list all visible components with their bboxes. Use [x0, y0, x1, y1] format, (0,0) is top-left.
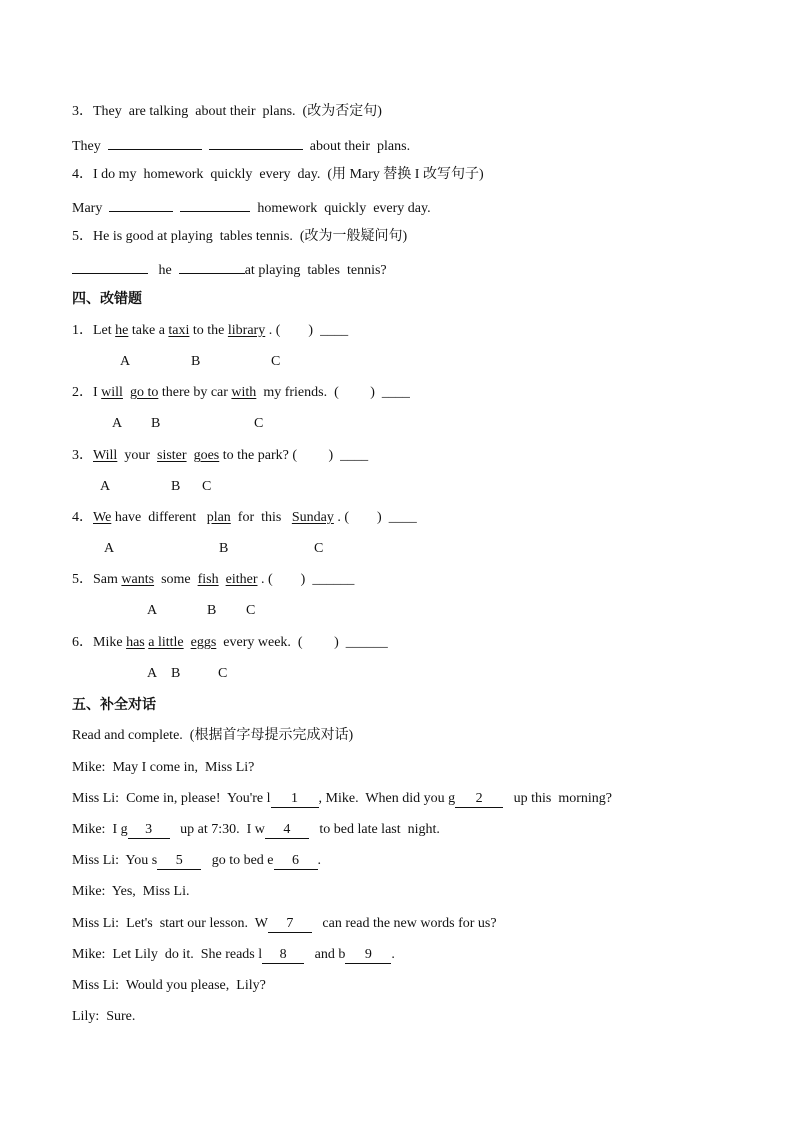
dialogue-instructions: Read and complete. (根据首字母提示完成对话) [72, 728, 354, 743]
answer-blank[interactable] [209, 135, 303, 150]
option-letter: A [112, 416, 123, 431]
error-item-5: 5．Sam wants some fish either . ( ) ______ [72, 572, 355, 587]
option-letter: A [120, 354, 131, 369]
answer-blank[interactable] [72, 259, 148, 274]
dialogue-blank[interactable]: 5 [157, 853, 201, 870]
error-item-2: 2．I will go to there by car with my friends. ( ) ____ [72, 385, 410, 400]
option-letter: C [254, 416, 264, 431]
answer-blank[interactable] [179, 259, 245, 274]
dialogue-blank[interactable]: 1 [271, 791, 319, 808]
answer-suffix: at playing tables tennis? [244, 263, 387, 278]
dialogue-line: Miss Li: Would you please, Lily? [72, 978, 266, 993]
option-letter: B [219, 541, 229, 556]
option-letter: C [218, 666, 228, 681]
dialogue-line: Miss Li: You s 5 go to bed e 6 . [72, 853, 322, 868]
option-letter: C [202, 479, 212, 494]
error-item-3: 3．Will your sister goes to the park? ( ) ____ [72, 448, 369, 463]
error-item-4: 4．We have different plan for this Sunday . ( ) ____ [72, 510, 417, 525]
error-item-1: 1．Let he take a taxi to the library . ( ) ____ [72, 323, 349, 338]
answer-prefix: They [72, 139, 101, 154]
answer-prefix: Mary [72, 201, 103, 216]
option-letter: B [171, 479, 181, 494]
section-heading-4: 四、改错题 [72, 291, 142, 307]
question-4: 4．I do my homework quickly every day. (用 Mary 替换 I 改写句子) [72, 167, 484, 182]
dialogue-line: Mike: Let Lily do it. She reads l 8 and b 9 . [72, 947, 395, 962]
dialogue-blank[interactable]: 8 [262, 947, 304, 964]
dialogue-blank[interactable]: 7 [268, 916, 312, 933]
dialogue-blank[interactable]: 6 [274, 853, 318, 870]
option-letter: B [151, 416, 161, 431]
option-letter: B [171, 666, 181, 681]
option-letter: B [191, 354, 201, 369]
question-3: 3．They are talking about their plans. (改为否定句) [72, 104, 382, 119]
dialogue-line: Miss Li: Come in, please! You're l 1 , Mike. When did you g 2 up this morning? [72, 791, 613, 806]
option-letter: C [314, 541, 324, 556]
answer-line-5 [72, 259, 387, 280]
answer-word: he [158, 263, 172, 278]
answer-suffix: homework quickly every day. [257, 201, 431, 216]
answer-blank[interactable] [109, 197, 173, 212]
option-letter: A [147, 666, 158, 681]
dialogue-blank[interactable]: 2 [455, 791, 503, 808]
option-letter: A [147, 603, 158, 618]
dialogue-line: Miss Li: Let's start our lesson. W 7 can read the new words for us? [72, 916, 497, 931]
option-letter: C [246, 603, 256, 618]
answer-blank[interactable] [180, 197, 250, 212]
dialogue-blank[interactable]: 9 [345, 947, 391, 964]
answer-suffix: about their plans. [309, 139, 411, 154]
option-letter: A [100, 479, 111, 494]
dialogue-blank[interactable]: 4 [265, 822, 309, 839]
dialogue-line: Mike: Yes, Miss Li. [72, 884, 190, 899]
dialogue-line: Mike: May I come in, Miss Li? [72, 760, 255, 775]
option-letter: B [207, 603, 217, 618]
dialogue-line: Mike: I g 3 up at 7:30. I w 4 to bed late last night. [72, 822, 440, 837]
answer-line-4 [72, 197, 431, 218]
answer-line-3 [72, 135, 410, 156]
answer-blank[interactable] [108, 135, 202, 150]
option-letter: C [271, 354, 281, 369]
section-heading-5: 五、补全对话 [72, 697, 156, 713]
option-letter: A [104, 541, 115, 556]
error-item-6: 6．Mike has a little eggs every week. ( ) ______ [72, 635, 388, 650]
dialogue-blank[interactable]: 3 [128, 822, 170, 839]
dialogue-line: Lily: Sure. [72, 1009, 136, 1024]
question-5: 5．He is good at playing tables tennis. (改为一般疑问句) [72, 229, 408, 244]
